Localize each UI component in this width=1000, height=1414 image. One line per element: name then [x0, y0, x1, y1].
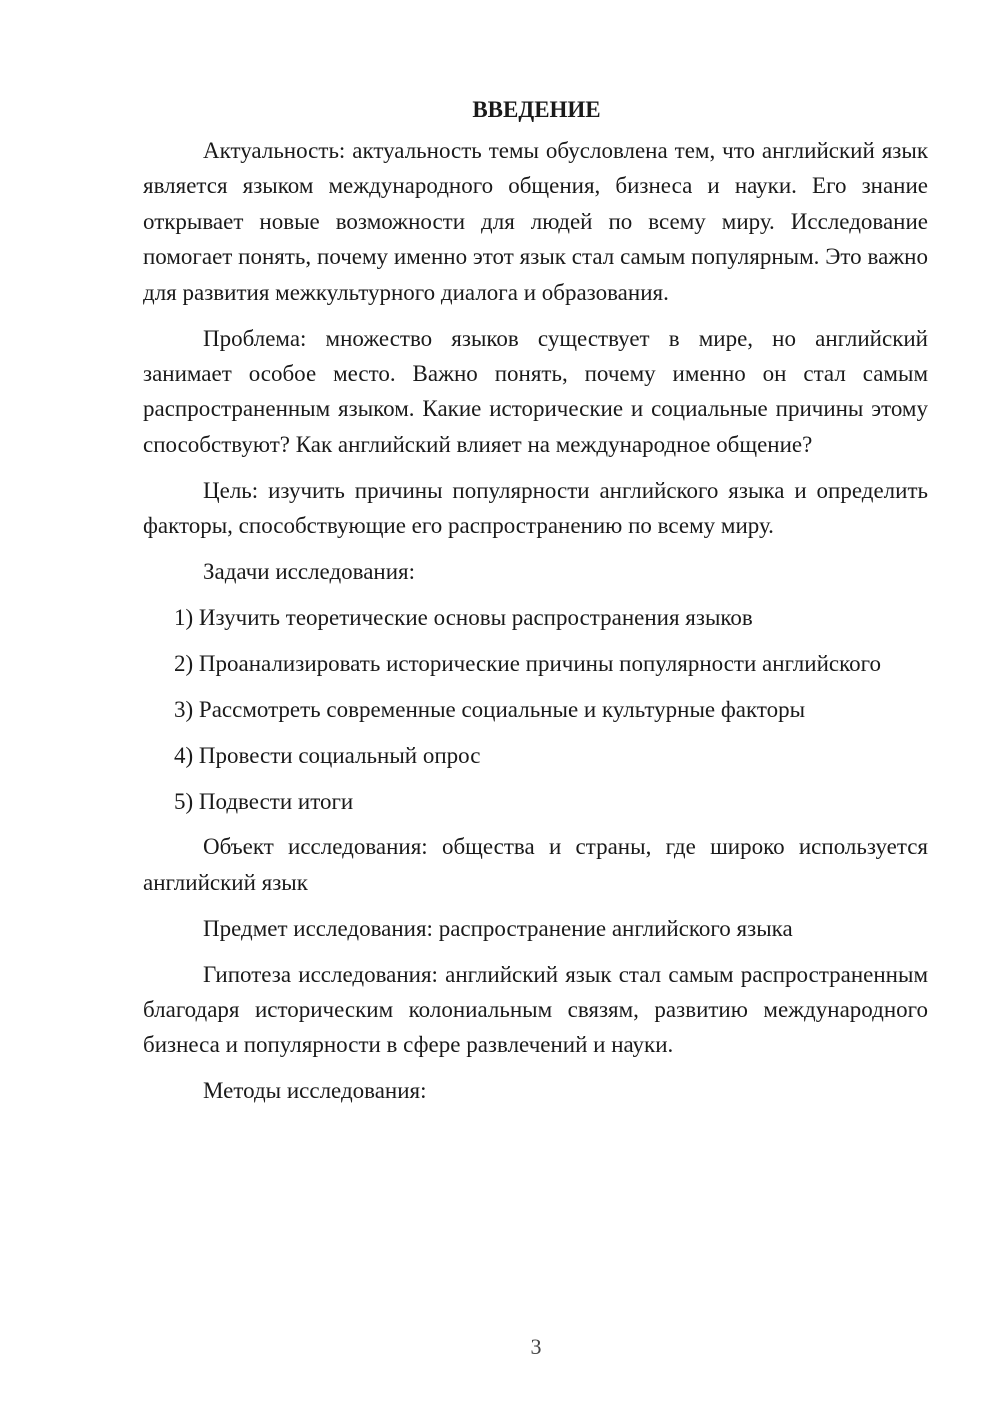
- methods-heading: Методы исследования:: [203, 1078, 427, 1104]
- goal-paragraph: Цель: изучить причины популярности английского языка и определить факторы, способствующие его распространению по всему миру.: [143, 477, 928, 539]
- relevance-paragraph: Актуальность: актуальность темы обусловлена тем, что английский язык является языком международного общения, бизнеса и науки. Его знание открывает новые возможности для людей по всему миру. Исследование помогает понять, почему именно этот язык стал самым популярным. Это важно для развития межкультурного диалога и образования.: [143, 138, 928, 305]
- list-item: 3) Рассмотреть современные социальные и культурные факторы: [174, 696, 806, 722]
- list-item: 1) Изучить теоретические основы распространения языков: [174, 604, 753, 630]
- page-title: ВВЕДЕНИЕ: [472, 97, 601, 122]
- list-item: 2) Проанализировать исторические причины популярности английского: [174, 650, 881, 676]
- page-number: 3: [530, 1334, 542, 1359]
- tasks-list: [143, 600, 928, 819]
- list-item: 5) Подвести итоги: [174, 788, 354, 814]
- problem-paragraph: Проблема: множество языков существует в мире, но английский занимает особое место. Важно понять, почему именно он стал самым распространенным языком. Какие исторические и социальные причины этому способствуют? Как английский влияет на международное общение?: [143, 325, 928, 457]
- tasks-heading: Задачи исследования:: [203, 558, 416, 584]
- object-paragraph: Объект исследования: общества и страны, где широко используется английский язык: [143, 834, 928, 895]
- subject-paragraph: Предмет исследования: распространение английского языка: [203, 915, 793, 941]
- list-item: 4) Провести социальный опрос: [174, 742, 481, 768]
- hypothesis-paragraph: Гипотеза исследования: английский язык стал самым распространенным благодаря историческим колониальным связям, развитию международного бизнеса и популярности в сфере развлечений и науки.: [143, 961, 928, 1058]
- document-page: [143, 92, 928, 1119]
